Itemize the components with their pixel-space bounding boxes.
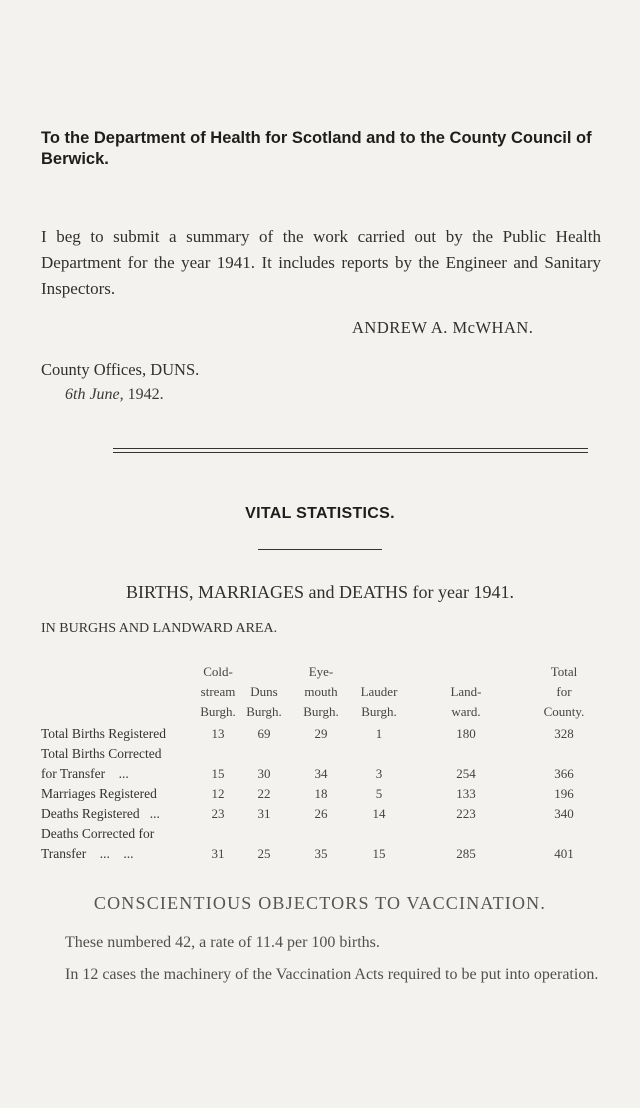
column-header-lauder: Lauder Burgh.: [360, 684, 398, 719]
table-cell: 29: [314, 726, 328, 741]
double-divider: [113, 448, 588, 453]
table-cell: 25: [257, 846, 271, 861]
row-label-births-corrected: Total Births Corrected for Transfer ...: [41, 746, 162, 781]
table-cell: 15: [211, 766, 225, 781]
table-cell: 26: [314, 806, 328, 821]
date-year: 1942.: [127, 386, 164, 403]
table-subtitle: BIRTHS, MARRIAGES and DEATHS for year 1941.: [126, 582, 514, 602]
table-cell: 366: [554, 766, 574, 781]
table-cell: 18: [314, 786, 328, 801]
table-cell: 35: [314, 846, 328, 861]
row-label-births-registered: Total Births Registered: [41, 726, 167, 741]
table-cell: 196: [554, 786, 574, 801]
table-cell: 223: [456, 806, 476, 821]
column-header-coldstream: Cold- stream Burgh.: [200, 664, 236, 719]
signature: ANDREW A. McWHAN.: [352, 318, 534, 337]
table-cell: 1: [375, 726, 383, 741]
table-cell: 254: [456, 766, 476, 781]
table-cell: 34: [314, 766, 328, 781]
table-cell: 285: [456, 846, 476, 861]
row-label-deaths-registered: Deaths Registered ...: [41, 806, 160, 821]
table-cell: 69: [257, 726, 271, 741]
table-cell: 22: [257, 786, 271, 801]
table-cell: 401: [554, 846, 574, 861]
table-cell: 5: [375, 786, 383, 801]
table-cell: 13: [211, 726, 225, 741]
table-cell: 133: [456, 786, 476, 801]
letter-date: [65, 386, 164, 404]
letter-heading: To the Department of Health for Scotland and to the County Council of Berwick.: [41, 129, 592, 168]
table-cell: 3: [375, 766, 383, 781]
section-title-vital-statistics: VITAL STATISTICS.: [245, 505, 395, 522]
table-cell: 31: [211, 846, 225, 861]
table-cell: 14: [372, 806, 386, 821]
date-day: 6th June,: [65, 386, 124, 403]
short-divider: [258, 549, 382, 550]
table-cell: 31: [257, 806, 271, 821]
table-cell: 12: [211, 786, 225, 801]
table-cell: 180: [456, 726, 476, 741]
table-cell: 340: [554, 806, 574, 821]
objectors-paragraph-2: In 12 cases the machinery of the Vaccination Acts required to be put into operation.: [65, 966, 599, 983]
table-cell: 15: [372, 846, 386, 861]
row-label-deaths-corrected: Deaths Corrected for Transfer ... ...: [41, 826, 155, 861]
area-caption: IN BURGHS AND LANDWARD AREA.: [41, 621, 278, 636]
table-cell: 30: [257, 766, 271, 781]
table-cell: 23: [211, 806, 225, 821]
column-header-duns: Duns Burgh.: [246, 684, 282, 719]
table-cell: 328: [554, 726, 574, 741]
objectors-paragraph-1: These numbered 42, a rate of 11.4 per 100 births.: [65, 934, 380, 951]
column-header-landward: Land- ward.: [450, 684, 482, 719]
section-title-conscientious-objectors: CONSCIENTIOUS OBJECTORS TO VACCINATION.: [93, 893, 547, 913]
intro-paragraph: I beg to submit a summary of the work carried out by the Public Health Department for the year 1941. It includes reports by the Engineer and Sanitary Inspectors.: [41, 227, 601, 298]
column-header-eyemouth: Eye- mouth Burgh.: [303, 664, 339, 719]
row-label-marriages: Marriages Registered: [41, 786, 157, 801]
column-header-total: Total for County.: [543, 664, 585, 719]
office-address: County Offices, DUNS.: [41, 360, 200, 379]
